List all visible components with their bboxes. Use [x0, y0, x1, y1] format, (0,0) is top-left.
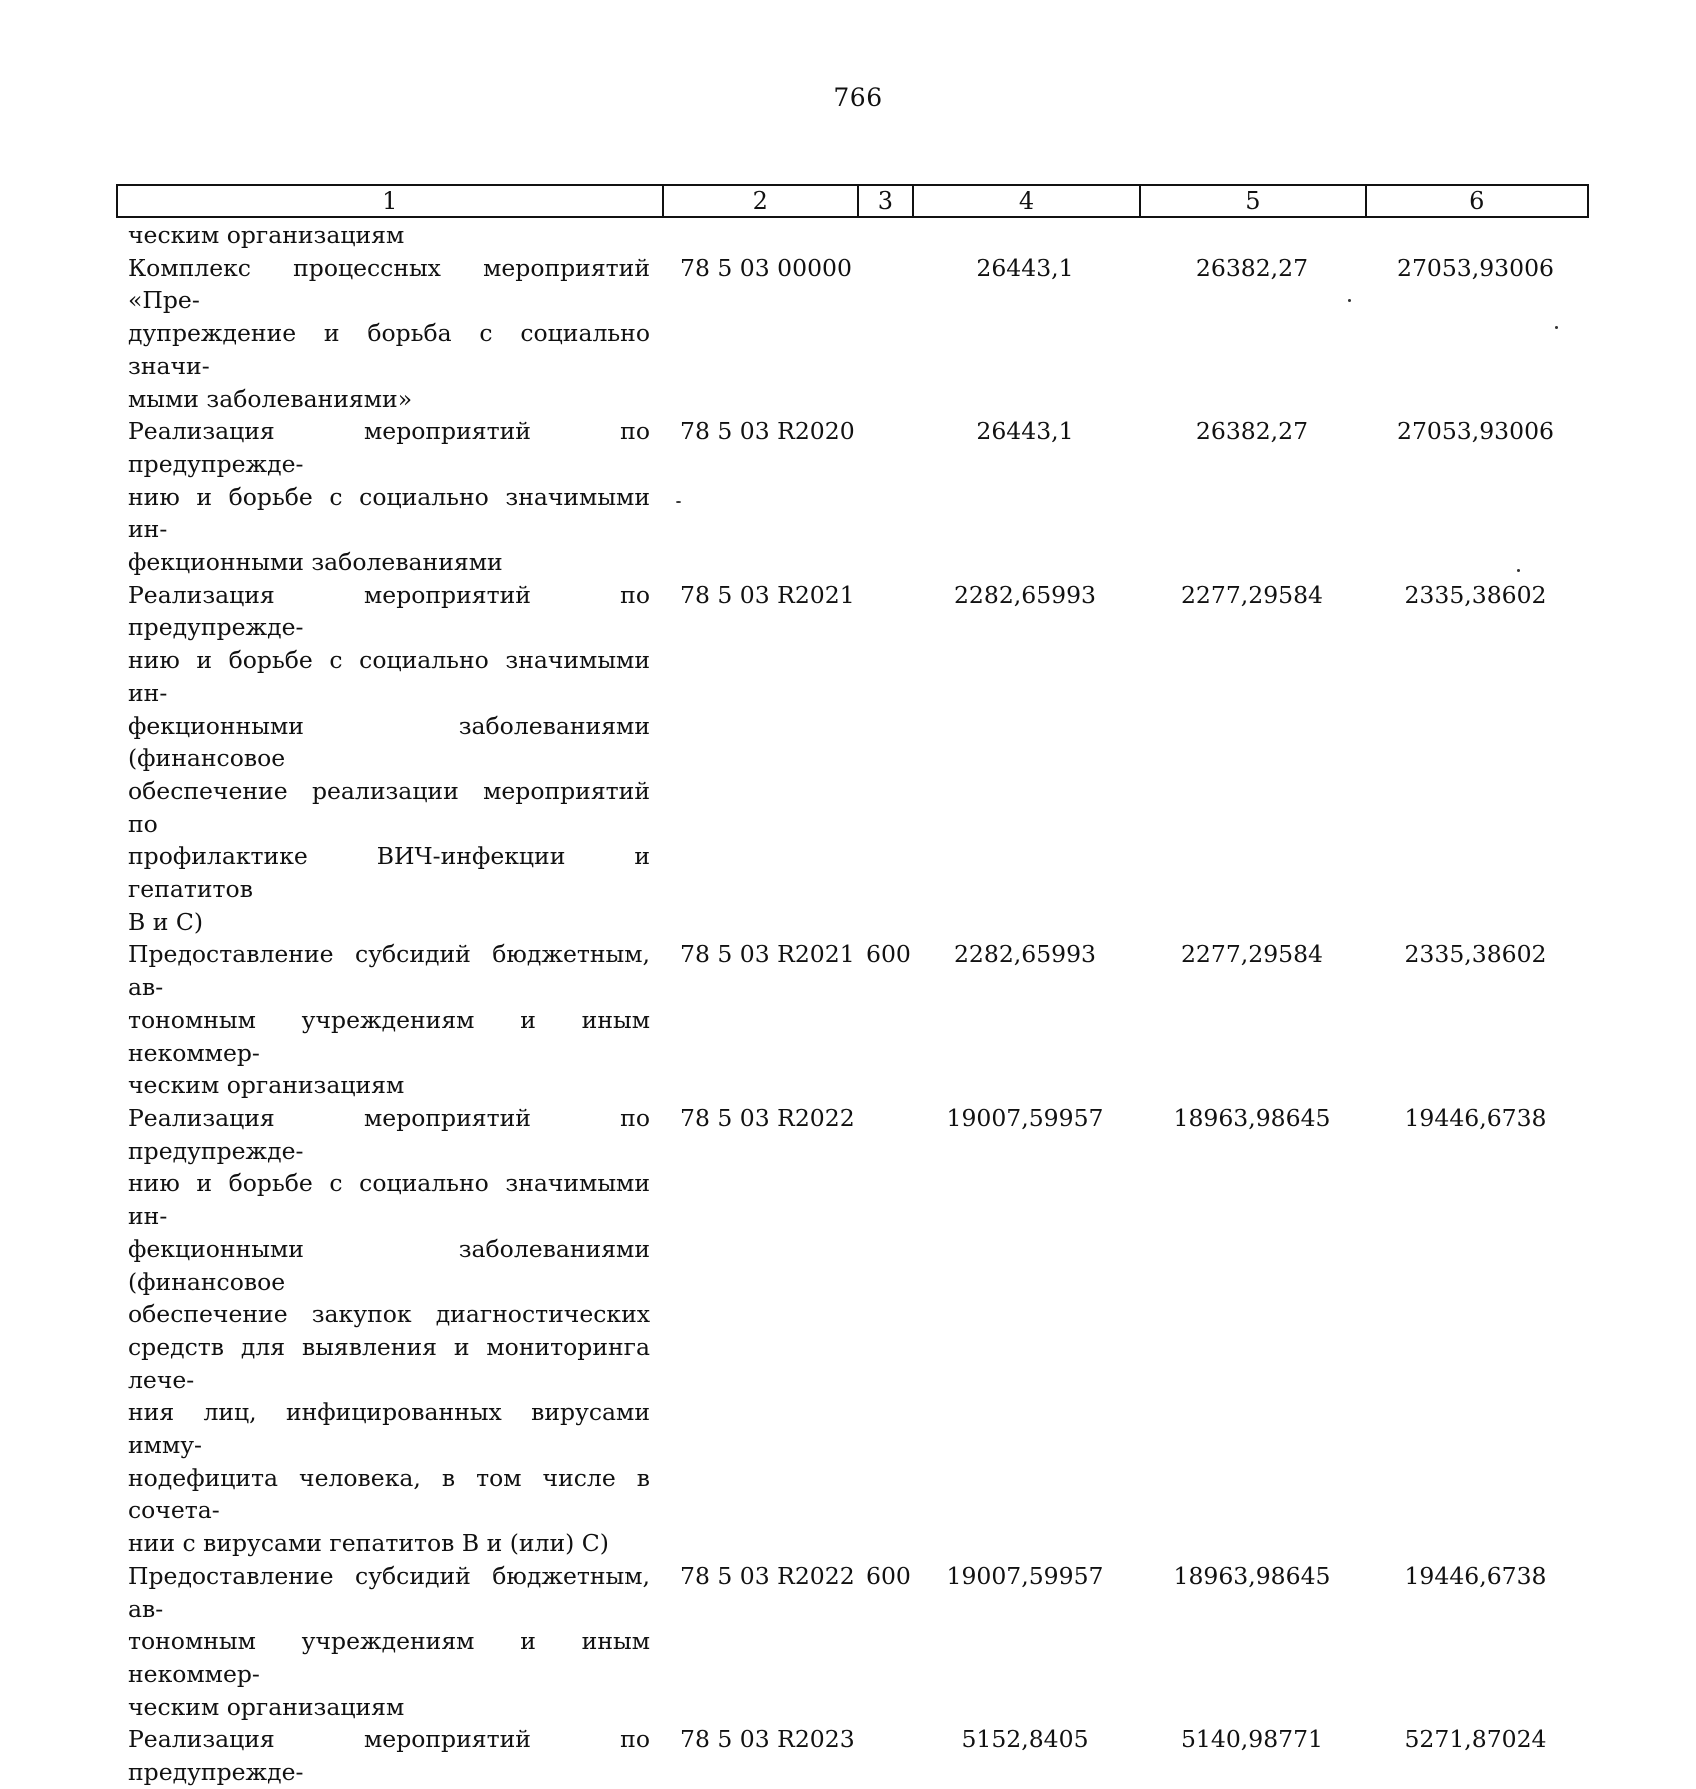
- row-description: [128, 579, 650, 939]
- description-line: профилактике ВИЧ-инфекции и гепатитов: [128, 842, 650, 904]
- amount-col-4: 19007,59957: [946, 1561, 1104, 1590]
- table-row: [128, 1102, 1588, 1560]
- row-description: [128, 1560, 650, 1724]
- description-line: Предоставление субсидий бюджетным, ав-: [128, 940, 650, 1002]
- amount-col-4: 19007,59957: [946, 1103, 1104, 1132]
- description-line: ния лиц, инфицированных вирусами имму-: [128, 1398, 650, 1460]
- table-row: [128, 415, 1588, 579]
- column-header-1: 1: [118, 186, 664, 216]
- row-description: [128, 1723, 650, 1788]
- description-line: фекционными заболеваниями: [128, 548, 503, 577]
- description-line: дупреждение и борьба с социально значи-: [128, 319, 650, 380]
- description-line: Реализация мероприятий по предупрежде-: [128, 580, 650, 642]
- description-line: нии с вирусами гепатитов В и (или) С): [128, 1529, 609, 1558]
- table-row: [128, 252, 1588, 416]
- amount-col-5: 26382,27: [1195, 253, 1309, 282]
- description-line: обеспечение реализации мероприятий по: [128, 776, 650, 838]
- amount-col-6: 19446,6738: [1404, 1561, 1547, 1590]
- description-line: обеспечение закупок диагностических: [128, 1300, 650, 1329]
- description-line: Реализация мероприятий по предупрежде-: [128, 1725, 650, 1787]
- row-description: [128, 415, 650, 579]
- table-row: [128, 219, 1588, 252]
- row-description: [128, 219, 650, 252]
- expense-type-code: 600: [866, 940, 911, 969]
- expense-type-code: 600: [866, 1561, 911, 1590]
- description-line: фекционными заболеваниями (финансовое: [128, 711, 650, 773]
- description-line: ческим организациям: [128, 221, 405, 249]
- row-description: [128, 938, 650, 1102]
- description-line: Реализация мероприятий по предупрежде-: [128, 417, 650, 478]
- column-header-2: 2: [664, 186, 859, 216]
- scan-speck: [1555, 326, 1558, 329]
- description-line: нодефицита человека, в том числе в сочета-: [128, 1463, 650, 1525]
- amount-col-6: 2335,38602: [1404, 580, 1547, 609]
- amount-col-5: 18963,98645: [1173, 1561, 1331, 1590]
- description-line: тономным учреждениям и иным некоммер-: [128, 1627, 650, 1688]
- scan-speck: [1517, 569, 1520, 572]
- description-line: фекционными заболеваниями (финансовое: [128, 1234, 650, 1296]
- target-article-code: 78 5 03 R2021: [680, 940, 855, 969]
- description-line: нию и борьбе с социально значимыми ин-: [128, 1169, 650, 1231]
- description-line: Реализация мероприятий по предупрежде-: [128, 1103, 650, 1165]
- column-header-3: 3: [859, 186, 914, 216]
- amount-col-6: 27053,93006: [1397, 417, 1554, 446]
- description-line: Предоставление субсидий бюджетным, ав-: [128, 1561, 650, 1623]
- table-row: [128, 579, 1588, 939]
- amount-col-5: 18963,98645: [1173, 1103, 1331, 1132]
- description-line: В и С): [128, 907, 204, 936]
- table-header: [116, 184, 1589, 218]
- amount-col-4: 2282,65993: [953, 940, 1097, 969]
- description-line: нию и борьбе с социально значимыми ин-: [128, 646, 650, 707]
- target-article-code: 78 5 03 R2023: [680, 1725, 855, 1754]
- amount-col-4: 26443,1: [976, 417, 1074, 446]
- column-header-4: 4: [914, 186, 1141, 216]
- table-row: [128, 938, 1588, 1102]
- description-line: ческим организациям: [128, 1692, 405, 1721]
- amount-col-5: 2277,29584: [1180, 940, 1324, 969]
- description-line: ческим организациям: [128, 1071, 405, 1100]
- scan-speck: [676, 501, 681, 503]
- row-description: [128, 252, 650, 416]
- amount-col-4: 26443,1: [976, 253, 1074, 282]
- page-number: 766: [833, 83, 883, 112]
- column-header-6: 6: [1469, 187, 1485, 215]
- description-line: тономным учреждениям и иным некоммер-: [128, 1005, 650, 1067]
- amount-col-6: 27053,93006: [1397, 253, 1554, 282]
- amount-col-6: 19446,6738: [1404, 1103, 1547, 1132]
- target-article-code: 78 5 03 R2020: [680, 417, 855, 446]
- table-row: [128, 1723, 1588, 1788]
- amount-col-6: 2335,38602: [1404, 940, 1547, 969]
- target-article-code: 78 5 03 00000: [680, 253, 852, 282]
- row-description: [128, 1102, 650, 1560]
- description-line: нию и борьбе с социально значимыми ин-: [128, 482, 650, 544]
- description-line: Комплекс процессных мероприятий «Пре-: [128, 253, 650, 315]
- amount-col-4: 5152,8405: [961, 1725, 1089, 1754]
- target-article-code: 78 5 03 R2022: [680, 1561, 855, 1590]
- amount-col-6: 5271,87024: [1404, 1725, 1547, 1754]
- amount-col-5: 2277,29584: [1180, 580, 1324, 609]
- scan-speck: [1348, 299, 1351, 302]
- target-article-code: 78 5 03 R2021: [680, 580, 855, 609]
- column-header-5: 5: [1141, 186, 1366, 216]
- table-row: [128, 1560, 1588, 1724]
- table-body: [128, 219, 1588, 1789]
- target-article-code: 78 5 03 R2022: [680, 1103, 855, 1132]
- description-line: мыми заболеваниями»: [128, 384, 413, 413]
- amount-col-5: 26382,27: [1195, 417, 1309, 446]
- amount-col-5: 5140,98771: [1180, 1725, 1324, 1754]
- amount-col-4: 2282,65993: [953, 580, 1097, 609]
- description-line: средств для выявления и мониторинга лече-: [128, 1332, 650, 1394]
